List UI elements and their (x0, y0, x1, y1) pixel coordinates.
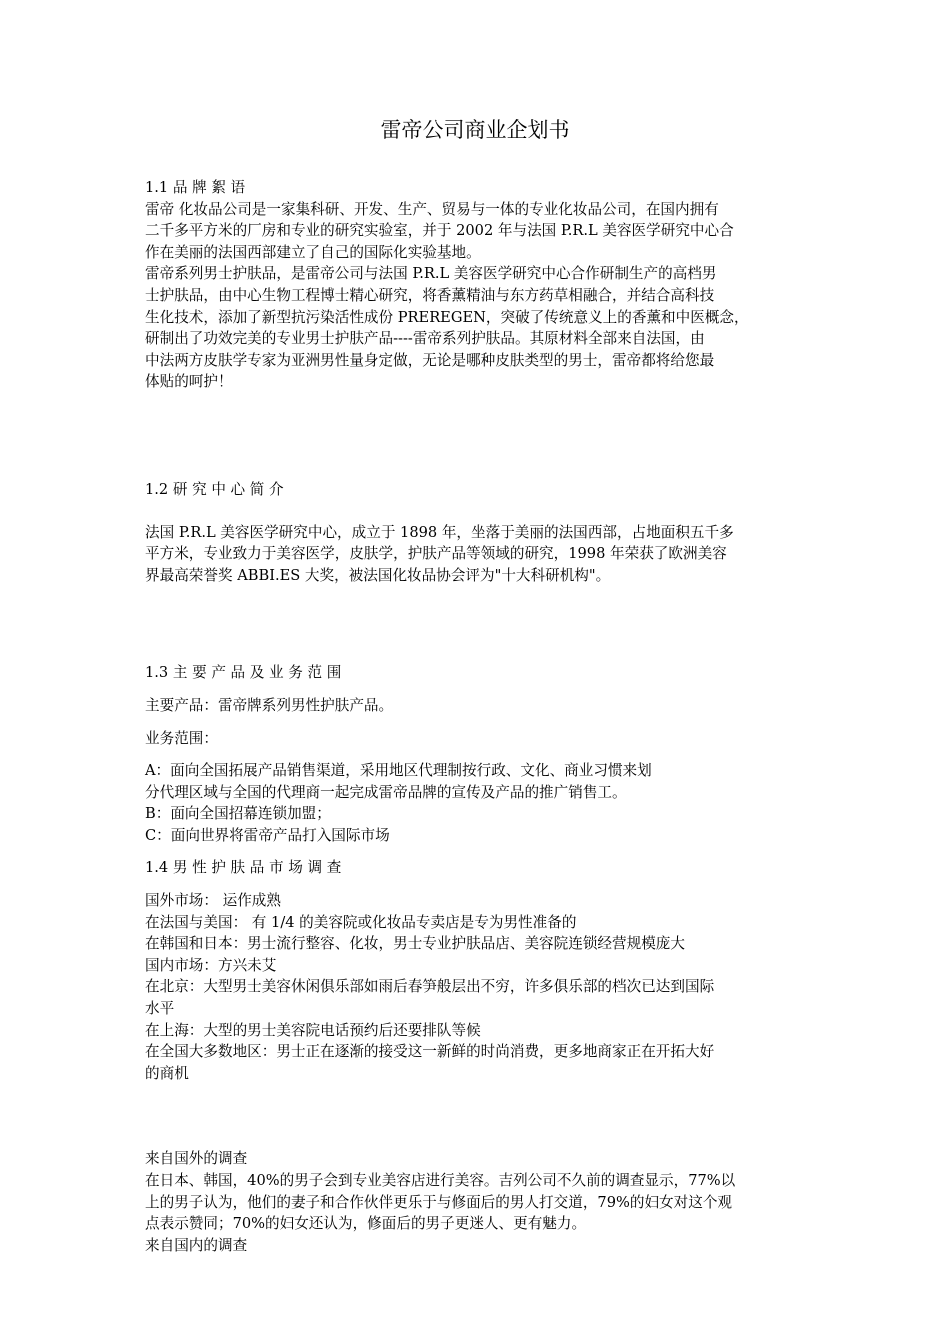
survey-line: 国内市场：方兴未艾 (145, 956, 277, 974)
paragraph-line: 士护肤品，由中心生物工程博士精心研究，将香薰精油与东方药草相融合，并结合高科技 (145, 286, 715, 304)
domestic-survey-heading: 来自国内的调查 (145, 1236, 248, 1254)
paragraph-line: 生化技术，添加了新型抗污染活性成份 PREREGEN，突破了传统意义上的香薰和中医概念， (145, 308, 749, 326)
paragraph-line: 雷帝系列男士护肤品，是雷帝公司与法国 P.R.L 美容医学研究中心合作研制生产的高档男 (145, 265, 717, 283)
survey-line: 的商机 (145, 1064, 189, 1082)
foreign-survey-heading: 来自国外的调查 (145, 1150, 248, 1168)
survey-line: 在韩国和日本：男士流行整容、化妆，男士专业护肤品店、美容院连锁经营规模庞大 (145, 935, 685, 953)
survey-line: 在法国与美国： 有 1/4 的美容院或化妆品专卖店是专为男性准备的 (145, 913, 577, 931)
spacer (145, 586, 810, 662)
scope-line: B：面向全国招幕连锁加盟； (145, 805, 331, 823)
paragraph-line: 二千多平方米的厂房和专业的研究实验室，并于 2002 年与法国 P.R.L 美容医学研究中心合 (145, 222, 734, 240)
scope-line: 分代理区域与全国的代理商一起完成雷帝品牌的宣传及产品的推广销售工。 (145, 783, 627, 801)
paragraph-line: 体贴的呵护！ (145, 373, 233, 391)
section-heading-brand: 1.1 品 牌 絮 语 (145, 179, 246, 196)
section-heading-research-center: 1.2 研 究 中 心 简 介 (145, 480, 284, 498)
spacer (145, 717, 810, 728)
spacer (145, 393, 810, 479)
paragraph-line: 法国 P.R.L 美容医学研究中心，成立于 1898 年，坐落于美丽的法国西部，占地面积五千多 (145, 523, 734, 541)
spacer (145, 1084, 810, 1148)
paragraph-line: 界最高荣誉奖 ABBI.ES 大奖，被法国化妆品协会评为"十大科研机构"。 (145, 566, 611, 584)
survey-line: 在北京：大型男士美容休闲俱乐部如雨后春笋般层出不穷，许多俱乐部的档次已达到国际 (145, 978, 715, 996)
document-title: 雷帝公司商业企划书 (380, 118, 570, 142)
spacer (145, 501, 810, 522)
spacer (145, 749, 810, 760)
survey-line: 水平 (145, 1000, 175, 1018)
paragraph-line: 雷帝 化妆品公司是一家集科研、开发、生产、贸易与一体的专业化妆品公司，在国内拥有 (145, 200, 719, 218)
survey-line: 国外市场： 运作成熟 (145, 892, 281, 910)
scope-line: A：面向全国拓展产品销售渠道，采用地区代理制按行政、文化、商业习惯来划 (145, 762, 652, 780)
business-scope-label: 业务范围： (145, 729, 218, 747)
spacer (145, 879, 810, 890)
paragraph-line: 平方米，专业致力于美容医学，皮肤学，护肤产品等领域的研究，1998 年荣获了欧洲美容 (145, 545, 727, 563)
document-body (145, 177, 810, 1256)
paragraph-line: 中法两方皮肤学专家为亚洲男性量身定做，无论是哪种皮肤类型的男士，雷帝都将给您最 (145, 351, 715, 369)
section-heading-products-scope: 1.3 主 要 产 品 及 业 务 范 围 (145, 664, 342, 682)
paragraph-line: 作在美丽的法国西部建立了自己的国际化实验基地。 (145, 243, 481, 261)
main-products-line: 主要产品：雷帝牌系列男性护肤产品。 (145, 696, 394, 714)
paragraph-line: 在日本、韩国，40%的男子会到专业美容店进行美容。吉列公司不久前的调查显示，77%以 (145, 1172, 736, 1189)
spacer (145, 684, 810, 695)
section-heading-market-survey: 1.4 男 性 护 肤 品 市 场 调 查 (145, 859, 342, 877)
survey-line: 在上海：大型的男士美容院电话预约后还要排队等候 (145, 1021, 481, 1039)
scope-line: C：面向世界将雷帝产品打入国际市场 (145, 826, 390, 844)
survey-line: 在全国大多数地区：男士正在逐渐的接受这一新鲜的时尚消费，更多地商家正在开拓大好 (145, 1043, 715, 1061)
paragraph-line: 上的男子认为，他们的妻子和合作伙伴更乐于与修面后的男人打交道，79%的妇女对这个观 (145, 1193, 733, 1211)
spacer (145, 846, 810, 857)
paragraph-line: 研制出了功效完美的专业男士护肤产品----雷帝系列护肤品。其原材料全部来自法国，由 (145, 330, 705, 348)
paragraph-line: 点表示赞同；70%的妇女还认为，修面后的男子更迷人、更有魅力。 (145, 1215, 587, 1233)
